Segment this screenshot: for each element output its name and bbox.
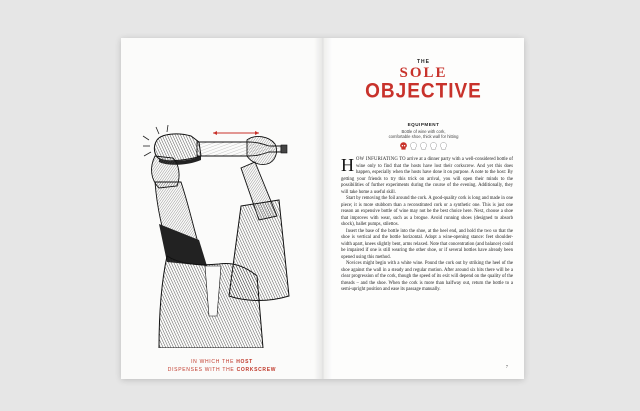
caption-text: DISPENSES WITH THE [167,367,237,373]
equipment-line: comfortable shoe, thick wall for hitting [388,134,459,139]
caption-text-emphasis: HOST [236,359,253,365]
double-arrow-icon [213,131,259,135]
left-page [121,38,323,379]
skull-icon [440,142,447,150]
title-kicker: THE [417,59,430,65]
skull-icon [430,142,437,150]
caption-text: IN WHICH THE [191,359,237,365]
paragraph-4: Novices might begin with a white wine. Pound the cork out by striking the heel of the shoe against the wall in a steady and regular motion. After around six hits there will be a clear progression of the cork, though the speed of its exit will depend on the quality of the threads – and the shoe. When the cork is more than halfway out, return the bottle to a semi-upright position and ease its passage manually. [341,261,513,293]
caption-text-emphasis: CORKSCREW [236,367,277,373]
title-line-2: OBJECTIVE [365,80,482,104]
equipment-description [363,129,484,139]
paragraph-3: Insert the base of the bottle into the shoe, at the heel end, and hold the two so that the shoe is vertical and the bottle horizontal. Adopt a wine-opening stance: feet shoulder-width apart, knees slightly bent, arms relaxed. Note that concentration (and balance) could be impaired if one is still wearing the other shoe, or if several bottles have already been opened using this method. [341,228,513,260]
hand-holding-shoe-illustration-icon [129,116,319,348]
page-number: 7 [505,364,508,369]
drop-cap: H [341,155,354,175]
skull-icon [420,142,427,150]
equipment-heading: EQUIPMENT [407,122,440,127]
article-body [341,157,513,294]
paragraph-text: TO arrive at a dinner party with a well-considered bottle of wine only to find that the hosts have lost their corkscrew. And yet this does happen, especially when the hosts have done it on purpose. A note to the host: By getting your friends to try this trick on arrival, you will open their minds to the possibilities of further experiments during the course of the evening. Additionally, they will take home a useful skill. [341,157,513,195]
paragraph-2: Start by removing the foil around the cork. A good-quality cork is long and made in one piece; it is more stubborn than a reconstituted cork or a synthetic one. This is just one reason an expensive bottle of wine may not be the best choice here. Next, choose a shoe that improves with wear, such as a brogue. Avoid running shoes (designed to absorb shock), ballet pumps, stilettos. [341,196,513,228]
lead-in: OW INFURIATING [356,157,399,162]
caption-line-2 [121,367,323,373]
paragraph-1 [341,157,513,196]
skull-icon [400,142,407,150]
book-spread [121,38,524,379]
equipment-line: Bottle of wine with cork, [401,129,446,134]
skull-icon [410,142,417,150]
right-page [323,38,524,379]
difficulty-rating [323,142,524,150]
title-line-1: SOLE [399,65,448,81]
caption-line-1 [121,359,323,365]
